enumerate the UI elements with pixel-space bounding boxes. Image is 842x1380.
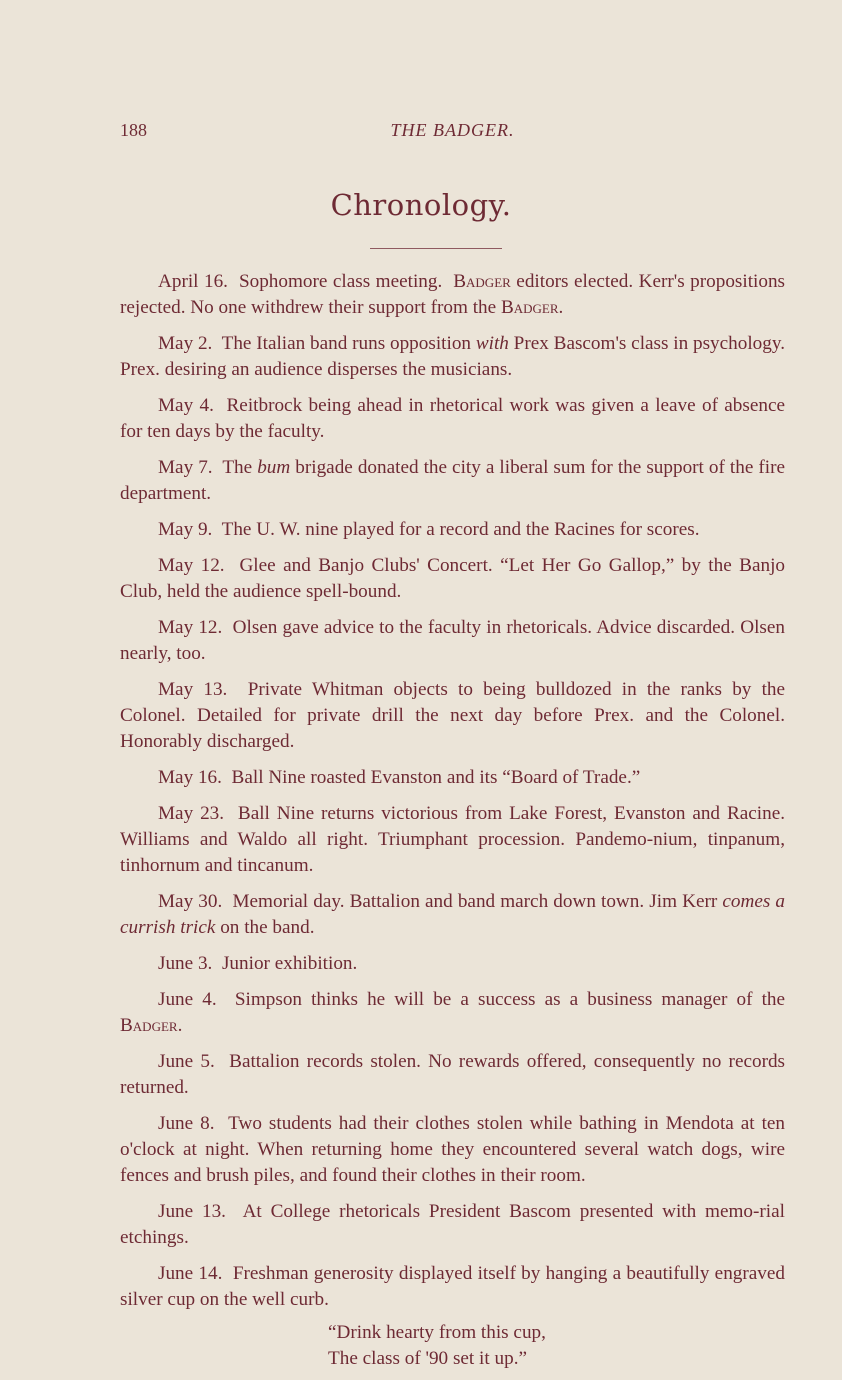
entry-text: Private Whitman objects to being bulldozed in the ranks by the Colonel. Detailed for private drill the next day before Prex. and the Colonel. Honorably discharged. — [120, 679, 786, 752]
page-title: Chronology. — [330, 188, 512, 222]
entry-may-16 — [120, 765, 785, 791]
entry-emphasis: bum — [257, 457, 291, 478]
entry-emphasis: comes a currish trick — [120, 891, 786, 938]
entry-text: Sophomore class meeting. — [238, 271, 443, 292]
entry-date: June 8. — [158, 1113, 215, 1134]
entry-text: Simpson thinks he will be a success as a business manager of the — [234, 989, 786, 1010]
page-number: 188 — [120, 120, 147, 140]
entry-text: brigade donated the city a liberal sum for the support of the fire department. — [120, 457, 786, 504]
entry-date: June 5. — [158, 1051, 215, 1072]
entry-may-13 — [120, 677, 785, 755]
entry-june-8 — [120, 1111, 785, 1189]
entry-date: June 13. — [158, 1201, 226, 1222]
entry-date: May 7. — [158, 457, 213, 478]
entry-text: editors elected. Kerr's propositions rejected. No one withdrew their support from the — [120, 271, 786, 318]
entry-text: Junior exhibition. — [221, 953, 358, 974]
entry-may-2 — [120, 331, 785, 383]
entry-text: Memorial day. Battalion and band march down town. Jim Kerr — [232, 891, 718, 912]
running-title: THE BADGER. — [390, 120, 515, 140]
entry-date: May 9. — [158, 519, 213, 540]
entry-text: Two students had their clothes stolen while bathing in Mendota at ten o'clock at night. When returning home they encountered several watch dogs, wire fences and brush piles, and found their clothes in their room. — [120, 1113, 786, 1186]
entry-date: June 4. — [158, 989, 217, 1010]
entry-may-7 — [120, 455, 785, 507]
entry-text: Ball Nine returns victorious from Lake Forest, Evanston and Racine. Williams and Waldo all right. Triumphant procession. Pandemo-nium, tinpanum, tinhornum and tincanum. — [120, 803, 786, 876]
entry-date: May 30. — [158, 891, 223, 912]
entry-date: May 2. — [158, 333, 213, 354]
entry-text: Battalion records stolen. No rewards offered, consequently no records returned. — [120, 1051, 786, 1098]
verse — [328, 1320, 785, 1372]
entry-april-16 — [120, 269, 785, 321]
entry-date: May 23. — [158, 803, 225, 824]
verse-line: The class of '90 set it up.” — [328, 1348, 528, 1369]
entry-text: The Italian band runs opposition — [221, 333, 472, 354]
entry-text: Glee and Banjo Clubs' Concert. “Let Her Go Gallop,” by the Banjo Club, held the audience spell-bound. — [120, 555, 786, 602]
entry-may-12-olsen — [120, 615, 785, 667]
entry-date: May 16. — [158, 767, 222, 788]
page-header — [120, 120, 785, 144]
verse-line: “Drink hearty from this cup, — [328, 1322, 546, 1343]
entry-may-12-concert — [120, 553, 785, 605]
chronology-body — [120, 269, 785, 1372]
entry-date: May 4. — [158, 395, 214, 416]
title-divider — [370, 248, 502, 249]
entry-may-30 — [120, 889, 785, 941]
entry-punctuation: . — [558, 297, 564, 318]
entry-text: Ball Nine roasted Evanston and its “Board of Trade.” — [231, 767, 641, 788]
badger-name: Badger — [120, 1015, 178, 1036]
entry-date: May 12. — [158, 555, 225, 576]
badger-name: Badger — [500, 297, 559, 318]
entry-date: May 12. — [158, 617, 223, 638]
entry-emphasis: with — [475, 333, 509, 354]
entry-may-4 — [120, 393, 785, 445]
entry-text: The U. W. nine played for a record and the Racines for scores. — [221, 519, 700, 540]
entry-june-13 — [120, 1199, 785, 1251]
entry-date: June 14. — [158, 1263, 223, 1284]
entry-june-4 — [120, 987, 785, 1039]
entry-date: April 16. — [158, 271, 228, 292]
entry-text: At College rhetoricals President Bascom presented with memo-rial etchings. — [120, 1201, 785, 1248]
entry-date: May 13. — [158, 679, 228, 700]
entry-text: Olsen gave advice to the faculty in rhetoricals. Advice discarded. Olsen nearly, too. — [120, 617, 785, 664]
entry-june-14 — [120, 1261, 785, 1313]
entry-text: Freshman generosity displayed itself by hanging a beautifully engraved silver cup on the well curb. — [120, 1263, 785, 1310]
entry-text: on the band. — [220, 917, 315, 938]
entry-date: June 3. — [158, 953, 213, 974]
entry-text: The — [222, 457, 253, 478]
entry-punctuation: . — [177, 1015, 183, 1036]
entry-june-3 — [120, 951, 785, 977]
entry-text: Reitbrock being ahead in rhetorical work was given a leave of absence for ten days by the faculty. — [120, 395, 785, 442]
entry-text: Prex Bascom's class in psychology. Prex. desiring an audience disperses the musicians. — [120, 333, 786, 380]
entry-may-9 — [120, 517, 785, 543]
entry-may-23 — [120, 801, 785, 879]
badger-name: Badger — [453, 271, 511, 292]
entry-june-5 — [120, 1049, 785, 1101]
